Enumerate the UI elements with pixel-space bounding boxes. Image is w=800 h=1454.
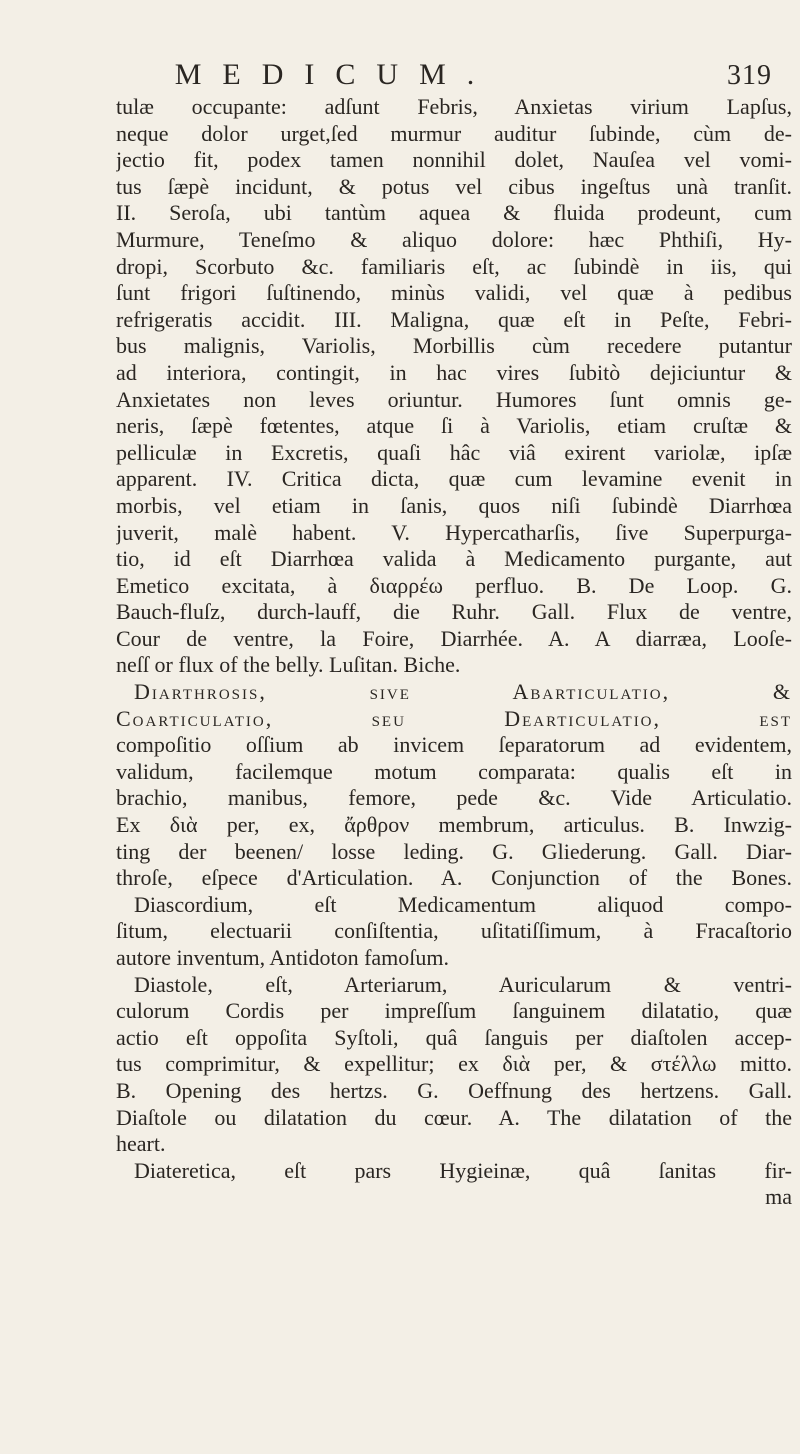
running-head — [0, 58, 800, 98]
text-line: validum, facilemque motum comparata: qualis eſt in — [116, 758, 792, 784]
text-line: dropi, Scorbuto &c. familiaris eſt, ac ſubindè in iis, qui — [116, 253, 792, 279]
text-line: ting der beenen/ losse leding. G. Gliederung. Gall. Diar- — [116, 838, 792, 864]
text-line: tus comprimitur, & expellitur; ex διὰ per, & στέλλω mitto. — [116, 1051, 792, 1077]
text-line: bus malignis, Variolis, Morbillis cùm recedere putantur — [116, 333, 792, 359]
text-line: tulæ occupante: adſunt Febris, Anxietas virium Lapſus, — [116, 94, 792, 119]
text-line: tio, id eſt Diarrhœa valida à Medicamento purgante, aut — [116, 546, 792, 572]
text-line: ſitum, electuarii conſiſtentia, uſitatiſſimum, à Fracaſtorio — [116, 918, 792, 944]
text-line: actio eſt oppoſita Syſtoli, quâ ſanguis per diaſtolen accep- — [116, 1024, 792, 1050]
text-line: B. Opening des hertzs. G. Oeffnung des hertzens. Gall. — [116, 1077, 792, 1103]
text-line: heart. — [116, 1131, 166, 1157]
text-line: Anxietates non leves oriuntur. Humores ſunt omnis ge- — [116, 386, 792, 412]
text-line: apparent. IV. Critica dicta, quæ cum levamine evenit in — [116, 466, 792, 492]
text-line: pelliculæ in Excretis, quaſi hâc viâ exirent variolæ, ipſæ — [116, 439, 792, 465]
text-line: Cour de ventre, la Foire, Diarrhée. A. A diarræa, Looſe- — [116, 625, 792, 651]
text-line: Diaſtole ou dilatation du cœur. A. The dilatation of the — [116, 1104, 792, 1130]
text-line: Murmure, Teneſmo & aliquo dolore: hæc Phthiſi, Hy- — [116, 226, 792, 252]
entry-headword-line: Diascordium, eſt Medicamentum aliquod compo- — [134, 891, 792, 917]
text-line: neris, ſæpè fœtentes, atque ſi à Variolis, etiam cruſtæ & — [116, 413, 792, 439]
text-line: juverit, malè habent. V. Hypercatharſis, ſive Superpurga- — [116, 519, 792, 545]
entry-headword-line: Diateretica, eſt pars Hygieinæ, quâ ſanitas fir- — [134, 1157, 792, 1183]
text-line: ſunt frigori ſuſtinendo, minùs validi, vel quæ à pedibus — [116, 280, 792, 306]
text-line: throſe, eſpece d'Articulation. A. Conjunction of the Bones. — [116, 865, 792, 891]
text-line: Ex διὰ per, ex, ἄρθρον membrum, articulus. B. Inwzig- — [116, 812, 792, 838]
entry-headword-line: Diarthrosis, ſive Abarticulatio, & — [134, 679, 792, 705]
text-line: jectio fit, podex tamen nonnihil dolet, Nauſea vel vomi- — [116, 147, 792, 173]
text-line: autore inventum, Antidoton famoſum. — [116, 945, 450, 970]
text-line: neſſ or flux of the belly. Luſitan. Biche. — [116, 652, 461, 678]
page-number: 319 — [727, 60, 772, 91]
text-line: ad interiora, contingit, in hac vires ſubitò dejiciuntur & — [116, 359, 792, 385]
text-line: tus ſæpè incidunt, & potus vel cibus ingeſtus unà tranſit. — [116, 173, 792, 199]
text-line: refrigeratis accidit. III. Maligna, quæ eſt in Peſte, Febri- — [116, 306, 792, 332]
body-text — [116, 94, 792, 1211]
text-line: morbis, vel etiam in ſanis, quos niſi ſubindè Diarrhœa — [116, 492, 792, 518]
text-line: Coarticulatio, ſeu Dearticulatio, eſt — [116, 705, 792, 731]
running-title: MEDICUM. — [174, 58, 496, 91]
text-line: Emetico excitata, à διαρρέω perfluo. B. De Loop. G. — [116, 572, 792, 598]
text-line: culorum Cordis per impreſſum ſanguinem dilatatio, quæ — [116, 998, 792, 1024]
text-line: neque dolor urget,ſed murmur auditur ſubinde, cùm de- — [116, 120, 792, 146]
catchword: ma — [765, 1184, 792, 1210]
entry-headword-line: Diastole, eſt, Arteriarum, Auricularum & ventri- — [134, 971, 792, 997]
text-line: compoſitio oſſium ab invicem ſeparatorum ad evidentem, — [116, 732, 792, 758]
text-line: brachio, manibus, femore, pede &c. Vide Articulatio. — [116, 785, 792, 811]
text-line: II. Seroſa, ubi tantùm aquea & fluida prodeunt, cum — [116, 200, 792, 226]
text-line: Bauch-fluſz, durch-lauff, die Ruhr. Gall. Flux de ventre, — [116, 599, 792, 625]
